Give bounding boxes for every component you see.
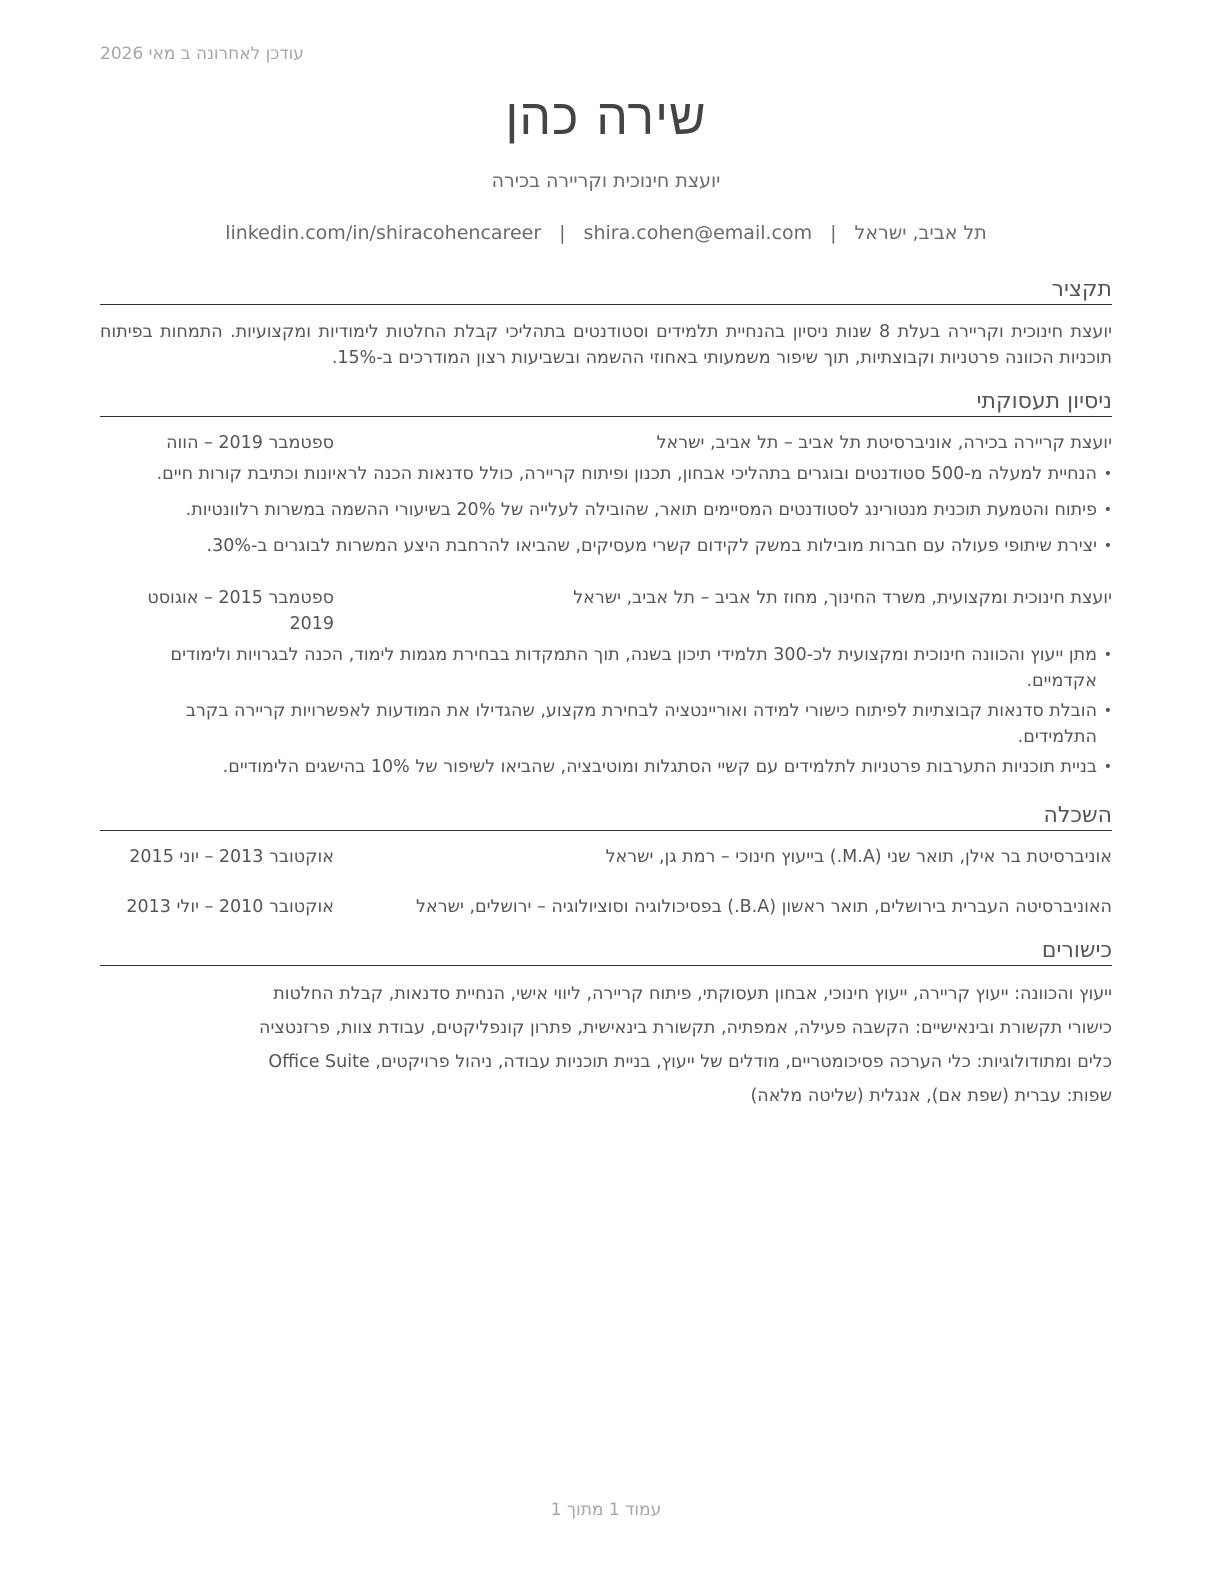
job-bullet: • מתן ייעוץ והכוונה חינוכית ומקצועית לכ-300 תלמידי תיכון בשנה, תוך התמקדות בבחירת מגמות לימוד, הכנה לבגרויות ולימודים אקדמיים. <box>100 642 1112 694</box>
job-bullet: • פיתוח והטמעת תוכנית מנטורינג לסטודנטים המסיימים תואר, שהובילה לעלייה של 20% בשיעורי ההשמה במשרות רלוונטיות. <box>100 497 1112 523</box>
skill-line: כלים ומתודולוגיות: כלי הערכה פסיכומטריים, מודלים של ייעוץ, בניית תוכניות עבודה, ניהול פרויקטים, Office Suite <box>268 1052 1112 1072</box>
job-bullet: • הובלת סדנאות קבוצתיות לפיתוח כישורי למידה ואוריינטציה לבחירת מקצוע, שהגדילו את המודעות לאפשרויות קריירה בקרב התלמידים. <box>100 698 1112 750</box>
education-heading: השכלה <box>100 802 1112 831</box>
candidate-title: יועצת חינוכית וקריירה בכירה <box>491 170 721 192</box>
experience-heading: ניסיון תעסוקתי <box>100 388 1112 417</box>
education-degree: אוניברסיטת בר אילן, תואר שני (M.A.) בייעוץ חינוכי – רמת גן, ישראל <box>605 847 1112 867</box>
education-degree: האוניברסיטה העברית בירושלים, תואר ראשון (B.A.) בפסיכולוגיה וסוציולוגיה – ירושלים, ישראל <box>416 897 1112 917</box>
summary-text: יועצת חינוכית וקריירה בעלת 8 שנות ניסיון בהנחיית תלמידים וסטודנטים בתהליכי קבלת החלטות לימודיות ומקצועיות. התמחות בפיתוח תוכניות הכוונה פרטניות וקבוצתיות, תוך שיפור משמעותי באחוזי ההשמה ובשביעות רצון המודרכים ב-15%. <box>100 322 1112 368</box>
skill-line: ייעוץ והכוונה: ייעוץ קריירה, ייעוץ חינוכי, אבחון תעסוקתי, פיתוח קריירה, ליווי אישי, הנחיית סדנאות, קבלת החלטות <box>273 984 1112 1004</box>
resume-page <box>100 0 1112 1584</box>
job-dates: ספטמבר 2019 – הווה <box>166 433 334 453</box>
contact-separator: | <box>830 222 837 244</box>
contact-email[interactable]: shira.cohen@email.com <box>583 222 813 244</box>
last-updated: עודכן לאחרונה ב מאי 2026 <box>100 44 304 64</box>
summary-heading: תקציר <box>100 276 1112 305</box>
job-bullet: • יצירת שיתופי פעולה עם חברות מובילות במשק לקידום קשרי מעסיקים, שהביאו להרחבת היצע המשרות לבוגרים ב-30%. <box>100 533 1112 559</box>
contact-separator: | <box>559 222 566 244</box>
education-dates: אוקטובר 2010 – יולי 2013 <box>126 897 334 917</box>
page-number: עמוד 1 מתוך 1 <box>550 1500 662 1520</box>
skill-line: כישורי תקשורת ובינאישיים: הקשבה פעילה, אמפתיה, תקשורת בינאישית, פתרון קונפליקטים, עבודת צוות, פרזנטציה <box>259 1018 1112 1038</box>
contact-linkedin[interactable]: linkedin.com/in/shiracohencareer <box>225 222 542 244</box>
job-bullets <box>100 642 1112 780</box>
job-dates: ספטמבר 2015 – אוגוסט 2019 <box>147 588 334 634</box>
contact-location: תל אביב, ישראל <box>854 222 987 244</box>
job-bullets <box>100 461 1112 559</box>
job-role: יועצת קריירה בכירה, אוניברסיטת תל אביב – תל אביב, ישראל <box>656 433 1112 453</box>
job-bullet: • הנחיית למעלה מ-500 סטודנטים ובוגרים בתהליכי אבחון, תכנון ופיתוח קריירה, כולל סדנאות הכנה לראיונות וכתיבת קורות חיים. <box>100 461 1112 487</box>
contact-line <box>100 222 1112 244</box>
job-bullet: • בניית תוכניות התערבות פרטניות לתלמידים עם קשיי הסתגלות ומוטיבציה, שהביאו לשיפור של 10% בהישגים הלימודיים. <box>100 754 1112 780</box>
skills-heading: כישורים <box>100 937 1112 966</box>
education-dates: אוקטובר 2013 – יוני 2015 <box>129 847 334 867</box>
candidate-name: שירה כהן <box>505 88 707 146</box>
skill-line: שפות: עברית (שפת אם), אנגלית (שליטה מלאה) <box>750 1086 1112 1106</box>
job-role: יועצת חינוכית ומקצועית, משרד החינוך, מחוז תל אביב – תל אביב, ישראל <box>573 588 1112 608</box>
